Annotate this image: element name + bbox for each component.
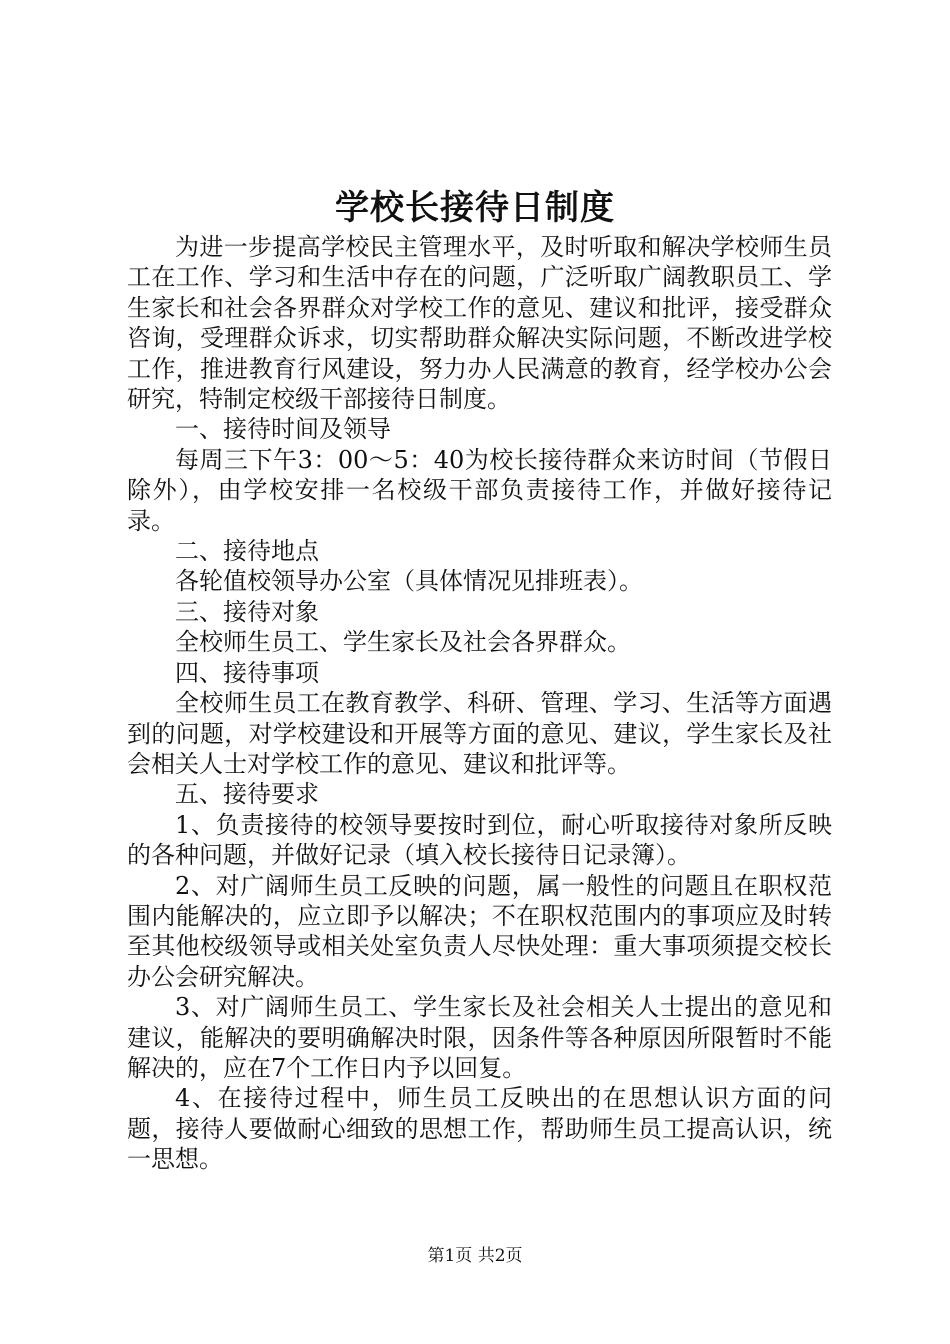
section-heading-matters: 四、接待事项 <box>175 658 319 687</box>
page-number-footer: 第1页 共2页 <box>427 1246 523 1266</box>
requirement-paragraph-4: 4、在接待过程中，师生员工反映出的在思想认识方面的问题，接待人要做耐心细致的思想工作，帮助师生员工提高认识，统一思想。 <box>127 1084 832 1174</box>
section-heading-requirements: 五、接待要求 <box>175 780 319 809</box>
section-heading-location: 二、接待地点 <box>175 537 319 566</box>
section-heading-audience: 三、接待对象 <box>175 597 319 626</box>
document-title: 学校长接待日制度 <box>335 188 615 228</box>
section-paragraph-time-leader: 每周三下午3：00～5：40为校长接待群众来访时间（节假日除外），由学校安排一名校级干部负责接待工作，并做好接待记录。 <box>127 445 832 535</box>
requirement-paragraph-1: 1、负责接待的校领导要按时到位，耐心听取接待对象所反映的各种问题，并做好记录（填入校长接待日记录簿）。 <box>127 810 832 870</box>
section-paragraph-matters: 全校师生员工在教育教学、科研、管理、学习、生活等方面遇到的问题，对学校建设和开展等方面的意见、建议，学生家长及社会相关人士对学校工作的意见、建议和批评等。 <box>127 689 832 778</box>
section-paragraph-audience: 全校师生员工、学生家长及社会各界群众。 <box>175 628 631 657</box>
section-paragraph-location: 各轮值校领导办公室（具体情况见排班表）。 <box>175 567 643 596</box>
document-body <box>127 232 832 1175</box>
intro-paragraph: 为进一步提高学校民主管理水平，及时听取和解决学校师生员工在工作、学习和生活中存在的问题，广泛听取广阔教职员工、学生家长和社会各界群众对学校工作的意见、建议和批评，接受群众咨询，受理群众诉求，切实帮助群众解决实际问题，不断改进学校工作，推进教育行风建设，努力办人民满意的教育，经学校办公会研究，特制定校级干部接待日制度。 <box>127 233 832 414</box>
section-heading-time-leader: 一、接待时间及领导 <box>175 415 391 444</box>
requirement-paragraph-2: 2、对广阔师生员工反映的问题，属一般性的问题且在职权范围内能解决的，应立即予以解决；不在职权范围内的事项应及时转至其他校级领导或相关处室负责人尽快处理：重大事项须提交校长办公会研究解决。 <box>127 871 832 991</box>
requirement-paragraph-3: 3、对广阔师生员工、学生家长及社会相关人士提出的意见和建议，能解决的要明确解决时限，因条件等各种原因所限暂时不能解决的，应在7个工作日内予以回复。 <box>127 993 832 1082</box>
